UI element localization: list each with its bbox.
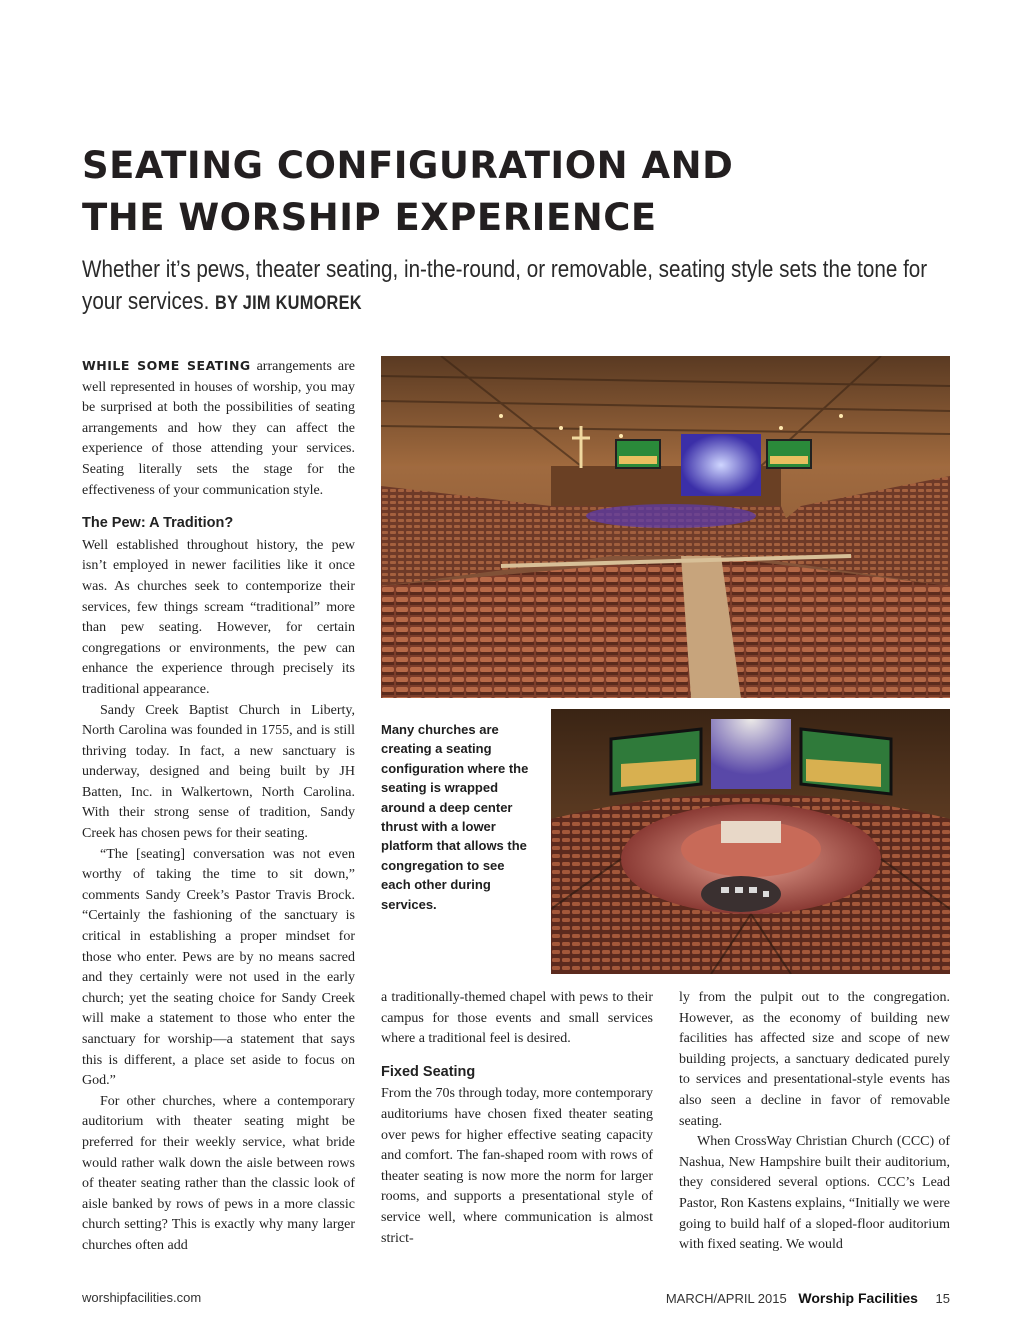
article-headline [82, 140, 942, 244]
intro-paragraph [82, 356, 355, 501]
column-3 [679, 988, 950, 1256]
footer-magazine-name: Worship Facilities [798, 1290, 918, 1306]
column-1 [82, 356, 355, 1257]
footer-issue-date: MARCH/APRIL 2015 [665, 1291, 787, 1306]
auditorium-photo-wide [381, 356, 950, 698]
byline: BY JIM KUMOREK [215, 293, 362, 314]
headline-line-1: SEATING CONFIGURATION AND [82, 144, 734, 187]
paragraph: a traditionally-themed chapel with pews to their campus for those events and small services where a traditional feel is desired. [381, 990, 653, 1047]
intro-text: arrangements are well represented in houses of worship, you may be surprised at both the possibilities of seating arrangements and how they can affect the experience of those attending your services. Seating literally sets the stage for the effectiveness of your communication style. [82, 359, 356, 498]
deck-text: Whether it’s pews, theater seating, in-the-round, or removable, seating style sets the tone for your services. [82, 256, 928, 315]
thrust-stage-photo [551, 709, 950, 974]
footer-website: worshipfacilities.com [82, 1290, 202, 1305]
paragraph: Sandy Creek Baptist Church in Liberty, North Carolina was founded in 1755, and is still thriving today. In fact, a new sanctuary is underway, designed and being built by JH Batten, Inc. in Walkertown, North Carolina. With their strong sense of tradition, Sandy Creek has chosen pews for their seating. [82, 702, 355, 842]
footer-issue-info [666, 1290, 950, 1306]
paragraph: For other churches, where a contemporary auditorium with theater seating might be preferred for their weekly service, what bride would rather walk down the aisle between rows of theater seating rather than the classic look of aisle banked by rows of pews in a more classic church setting? This is exactly why many larger churches often add [82, 1093, 355, 1253]
page-number: 15 [935, 1291, 950, 1306]
column-2 [381, 988, 653, 1249]
headline-line-2: THE WORSHIP EXPERIENCE [82, 196, 657, 239]
paragraph: ly from the pulpit out to the congregation. However, as the economy of building new facilities has affected size and scope of new building projects, a sanctuary dedicated purely to services and presentational-style events has also seen a decline in favor of removable seating. [679, 990, 950, 1129]
article-deck [82, 254, 942, 320]
paragraph: When CrossWay Christian Church (CCC) of Nashua, New Hampshire built their auditorium, they considered several options. CCC’s Lead Pastor, Ron Kastens explains, “Initially we were going to build half of a sloped-floor auditorium with fixed seating. We would [679, 1134, 950, 1253]
section-heading-fixed-seating: Fixed Seating [381, 1063, 476, 1080]
lead-in: WHILE SOME SEATING [82, 358, 251, 373]
section-heading-pew: The Pew: A Tradition? [82, 515, 234, 532]
photo-caption: Many churches are creating a seating configuration where the seating is wrapped around a deep center thrust with a lower platform that allows the congregation to see each other during services. [381, 722, 529, 912]
paragraph: Well established throughout history, the pew isn’t employed in newer facilities like it once was. As churches seek to contemporize their services, few things scream “traditional” more than pew seating. However, for certain congregations or environments, the pew can enhance the experience through precisely its traditional appearance. [82, 537, 355, 697]
paragraph: “The [seating] conversation was not even worthy of taking the time to sit down,” comments Sandy Creek’s Pastor Travis Brock. “Certainly the fashioning of the sanctuary is critical in establishing a proper mindset for those who enter. Pews are by no means sacred and they certainly were not used in the early church; yet the seating choice for Sandy Creek will make a statement to those who enter the sanctuary for worship—a statement that says this is different, a place set aside to focus on God.” [82, 846, 355, 1089]
paragraph: From the 70s through today, more contemporary auditoriums have chosen fixed theater seating over pews for higher effective seating capacity and comfort. The fan-shaped room with rows of theater seating is now more the norm for larger rooms, and supports a presentational style of service well, where communication is almost strict- [381, 1086, 653, 1246]
